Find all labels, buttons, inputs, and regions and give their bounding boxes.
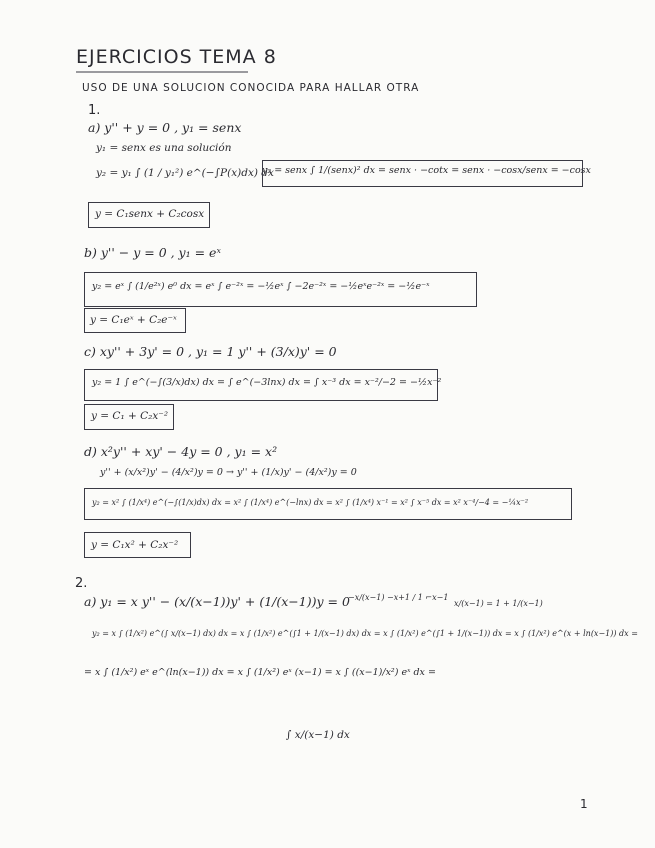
title-underline [76,70,256,74]
equation-line: y₂ = senx ∫ 1/(senx)² dx = senx · −cotx = senx · −cosx/senx = −cosx [262,165,591,176]
result-box [84,488,572,520]
exercise-heading: a) y'' + y = 0 , y₁ = senx [88,120,242,135]
general-solution: y = C₁eˣ + C₂e⁻ˣ [90,314,177,326]
result-box [262,160,583,187]
equation-line: y'' + (x/x²)y' − (4/x²)y = 0 → y'' + (1/x)y' − (4/x²)y = 0 [100,467,357,478]
answer-box [88,202,210,228]
exercise-heading: d) x²y'' + xy' − 4y = 0 , y₁ = x² [84,444,278,459]
result-box [84,272,477,307]
equation-line: = x ∫ (1/x²) eˣ e^(ln(x−1)) dx = x ∫ (1/x²) eˣ (x−1) = x ∫ ((x−1)/x²) eˣ dx = [84,667,436,678]
page-subtitle: USO DE UNA SOLUCION CONOCIDA PARA HALLAR OTRA [82,82,420,94]
answer-box [84,532,191,558]
section-number: 2. [75,576,88,591]
answer-box [84,308,186,333]
section-number: 1. [88,103,101,118]
page-number: 1 [580,797,588,811]
result-box [84,369,438,401]
equation-line: y₂ = y₁ ∫ (1 / y₁²) e^(−∫P(x)dx) dx [96,167,274,179]
page-title: EJERCICIOS TEMA 8 [76,46,277,68]
exercise-heading: b) y'' − y = 0 , y₁ = eˣ [84,245,221,260]
answer-box [84,404,174,430]
equation-line: y₂ = x² ∫ (1/x⁴) e^(−∫(1/x)dx) dx = x² ∫ (1/x⁴) e^(−lnx) dx = x² ∫ (1/x⁴) x⁻¹ = x² ∫ x⁻⁵ dx = x² x⁻⁴/−4 = −¼x⁻² [92,498,529,507]
side-computation: x/(x−1) = 1 + 1/(x−1) [454,599,543,608]
exercise-heading: a) y₁ = x y'' − (x/(x−1))y' + (1/(x−1))y = 0 [84,594,350,609]
equation-line: y₂ = eˣ ∫ (1/e²ˣ) e⁰ dx = eˣ ∫ e⁻²ˣ = −½eˣ ∫ −2e⁻²ˣ = −½eˣe⁻²ˣ = −½e⁻ˣ [92,281,430,292]
side-computation: −x/(x−1) −x+1 / 1 ⌐x−1 [348,593,449,602]
general-solution: y = C₁x² + C₂x⁻² [91,539,179,551]
equation-line: y₁ = senx es una solución [96,142,232,154]
equation-line: y₂ = x ∫ (1/x²) e^(∫ x/(x−1) dx) dx = x ∫ (1/x²) e^(∫1 + 1/(x−1) dx) dx = x ∫ (1/x²) e^(∫1 + 1/(x−1)) dx = x ∫ (1/x²) e^(x + ln(x−1)) dx = [92,629,638,638]
general-solution: y = C₁senx + C₂cosx [95,208,205,220]
general-solution: y = C₁ + C₂x⁻² [91,410,169,422]
equation-line: ∫ x/(x−1) dx [286,729,350,741]
exercise-heading: c) xy'' + 3y' = 0 , y₁ = 1 y'' + (3/x)y' = 0 [84,344,337,359]
equation-line: y₂ = 1 ∫ e^(−∫(3/x)dx) dx = ∫ e^(−3lnx) dx = ∫ x⁻³ dx = x⁻²/−2 = −½x⁻² [92,377,442,388]
